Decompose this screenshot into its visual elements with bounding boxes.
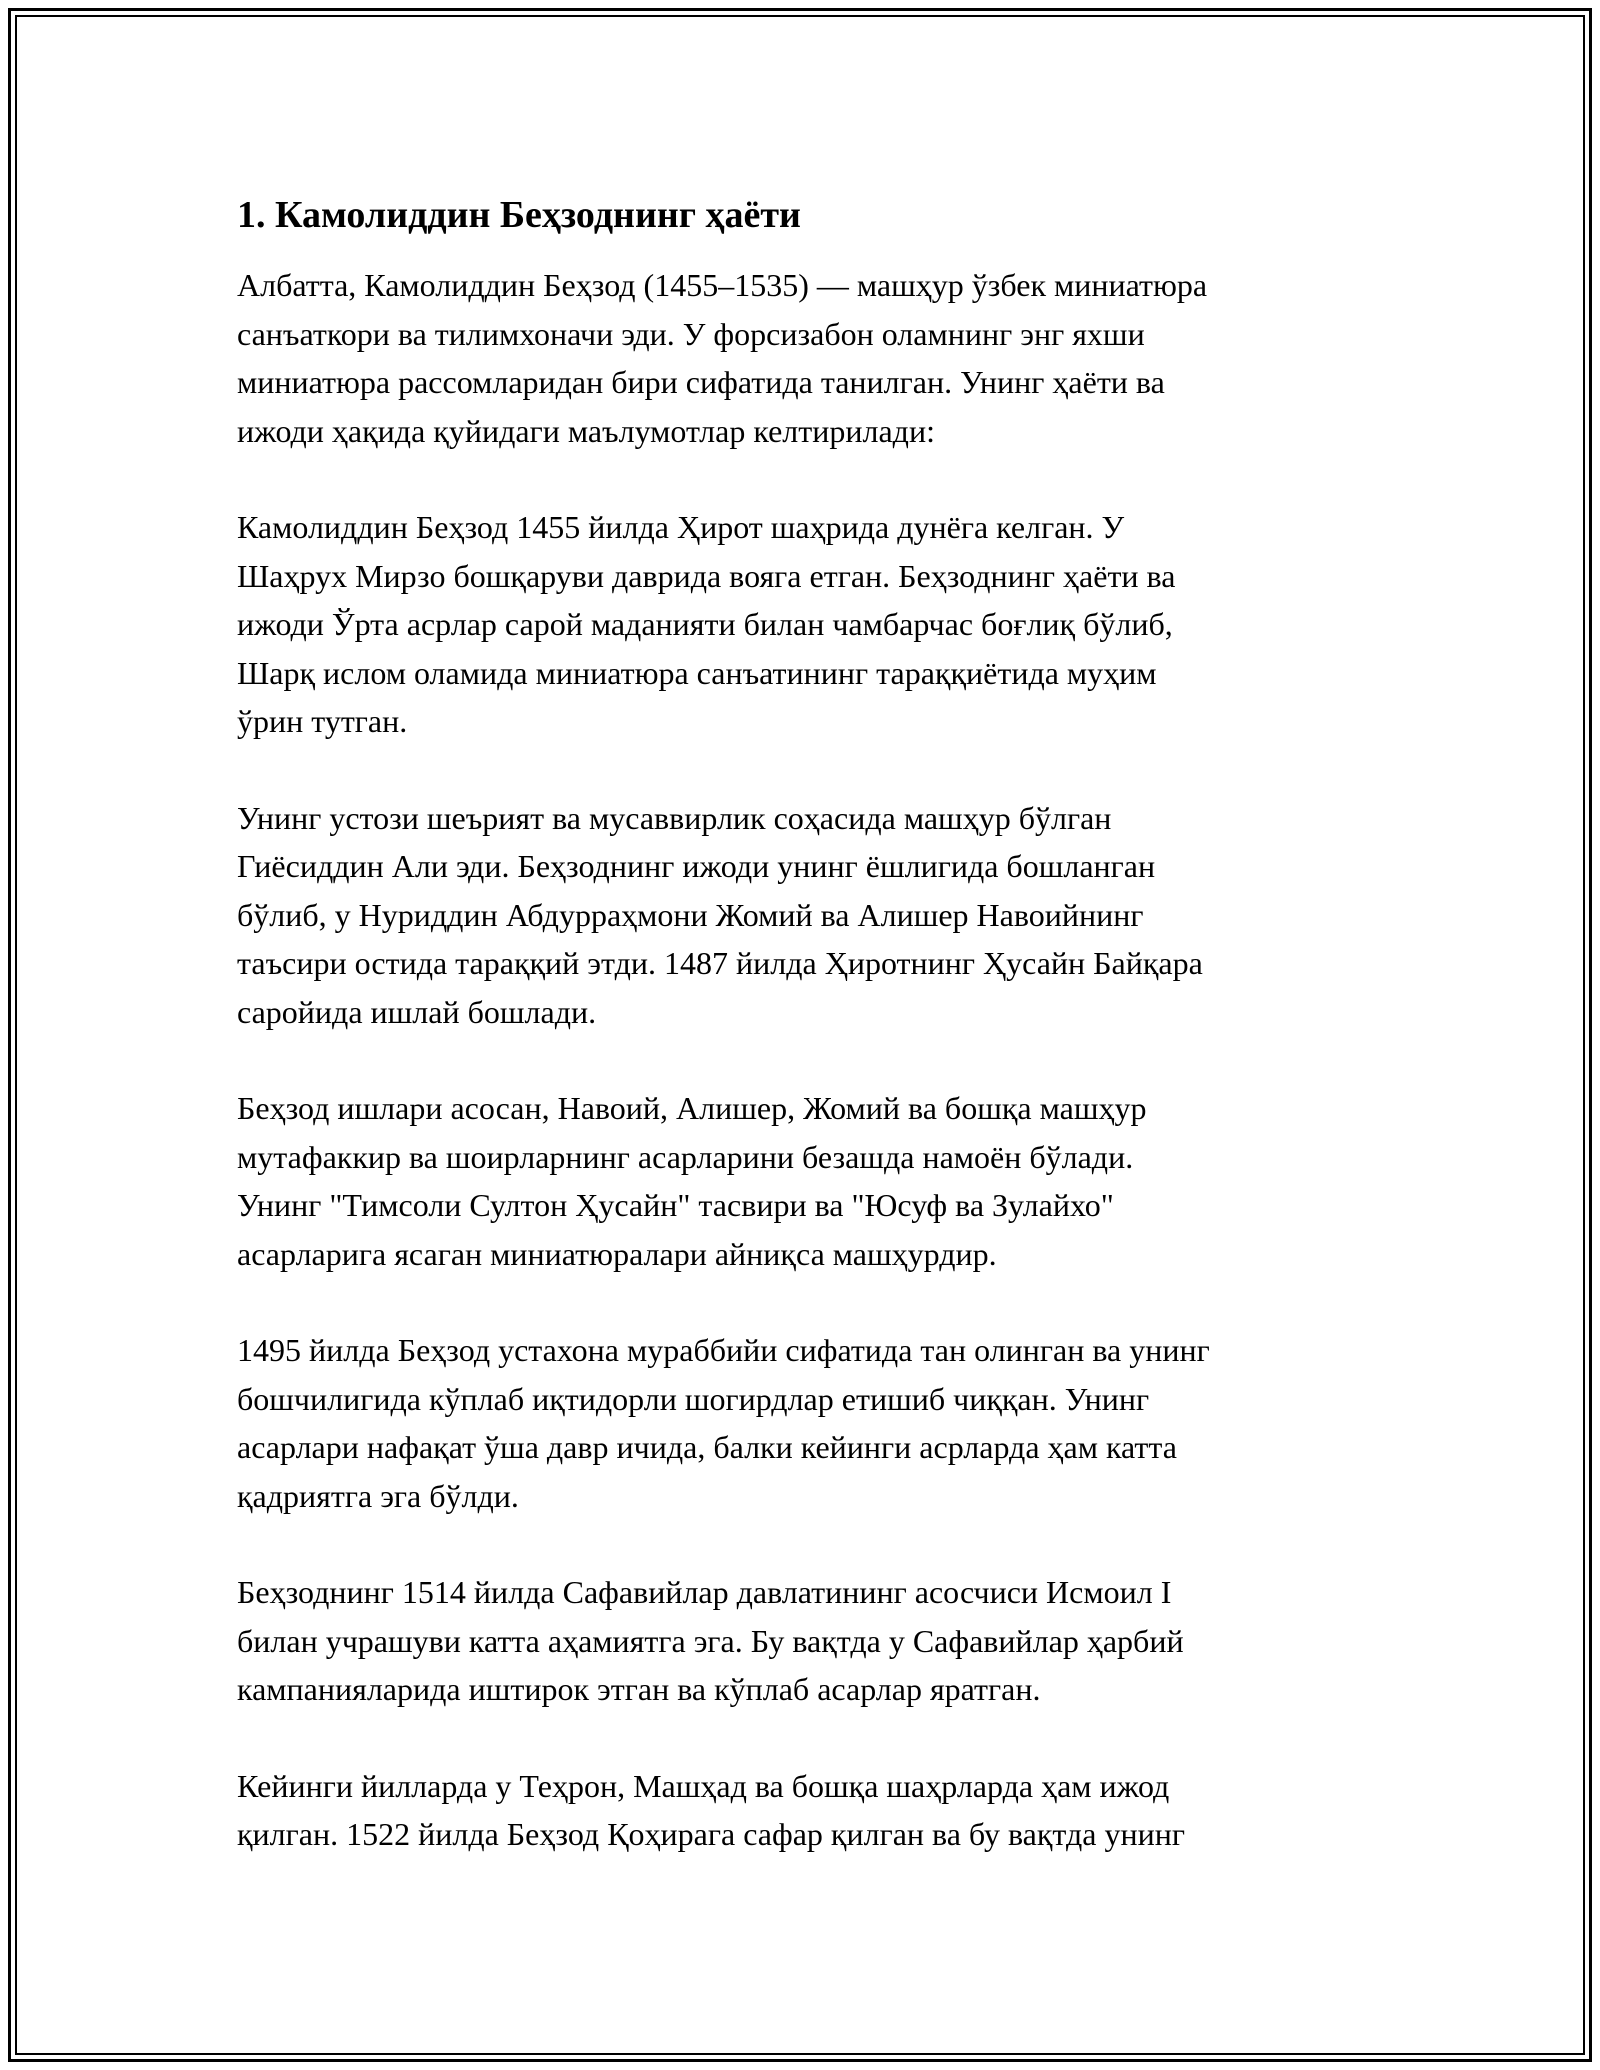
body-paragraph	[237, 503, 1367, 746]
text-line: Камолиддин Беҳзод 1455 йилда Ҳирот шаҳрида дунёга келган. У	[237, 509, 1125, 545]
text-line: бўлиб, у Нуриддин Абдурраҳмони Жомий ва Алишер Навоийнинг	[237, 896, 1144, 933]
body-paragraph	[237, 794, 1367, 1037]
text-line: таъсири остида тараққий этди. 1487 йилда Ҳиротнинг Ҳусайн Байқара	[237, 945, 1203, 981]
text-line: Шаҳрух Мирзо бошқаруви даврида вояга етган. Беҳзоднинг ҳаёти ва	[237, 557, 1176, 594]
text-line: Кейинги йилларда у Теҳрон, Машҳад ва бошқа шаҳрларда ҳам ижод	[237, 1767, 1170, 1804]
text-line: асарларига ясаган миниатюралари айниқса машҳурдир.	[237, 1235, 997, 1272]
text-line: ўрин тутган.	[237, 703, 408, 739]
section-heading: 1. Камолиддин Беҳзоднинг ҳаёти	[237, 194, 801, 236]
text-line: Шарқ ислом оламида миниатюра санъатининг тараққиётида муҳим	[237, 654, 1157, 691]
text-line: Беҳзод ишлари асосан, Навоий, Алишер, Жомий ва бошқа машҳур	[237, 1090, 1147, 1126]
text-line: Унинг "Тимсоли Султон Ҳусайн" тасвири ва "Юсуф ва Зулайхо"	[237, 1187, 1114, 1223]
body-paragraph	[237, 1568, 1367, 1714]
body-paragraph	[237, 1326, 1367, 1520]
text-line: Унинг устози шеърият ва мусаввирлик соҳасида машҳур бўлган	[237, 799, 1112, 836]
text-line: Гиёсиддин Али эди. Беҳзоднинг ижоди унинг ёшлигида бошланган	[237, 848, 1156, 884]
body-paragraph	[237, 1762, 1367, 1859]
text-line: ижоди ҳақида қуйидаги маълумотлар келтирилади:	[237, 412, 935, 449]
text-line: мутафаккир ва шоирларнинг асарларини безашда намоён бўлади.	[237, 1138, 1134, 1175]
text-line: билан учрашуви катта аҳамиятга эга. Бу вақтда у Сафавийлар ҳарбий	[237, 1622, 1184, 1659]
text-line: саройида ишлай бошлади.	[237, 993, 597, 1030]
document-body	[237, 261, 1367, 1859]
body-paragraph	[237, 261, 1367, 455]
text-line: санъаткори ва тилимхоначи эди. У форсизабон оламнинг энг яхши	[237, 315, 1145, 352]
text-line: бошчилигида кўплаб иқтидорли шогирдлар етишиб чиққан. Унинг	[237, 1380, 1150, 1417]
text-line: асарлари нафақат ўша давр ичида, балки кейинги асрларда ҳам катта	[237, 1429, 1177, 1465]
document-page	[237, 185, 1367, 1907]
text-line: қилган. 1522 йилда Беҳзод Қоҳирага сафар қилган ва бу вақтда унинг	[237, 1816, 1185, 1852]
text-line: Беҳзоднинг 1514 йилда Сафавийлар давлатининг асосчиси Исмоил I	[237, 1574, 1172, 1610]
text-line: ижоди Ўрта асрлар сарой маданияти билан чамбарчас боғлиқ бўлиб,	[237, 606, 1173, 642]
body-paragraph	[237, 1084, 1367, 1278]
text-line: миниатюра рассомларидан бири сифатида танилган. Унинг ҳаёти ва	[237, 364, 1165, 400]
text-line: 1495 йилда Беҳзод устахона мураббийи сифатида тан олинган ва унинг	[237, 1332, 1210, 1368]
text-line: қадриятга эга бўлди.	[237, 1477, 519, 1514]
text-line: Албатта, Камолиддин Беҳзод (1455–1535) — машҳур ўзбек миниатюра	[237, 267, 1208, 303]
text-line: кампанияларида иштирок этган ва кўплаб асарлар яратган.	[237, 1671, 1041, 1707]
